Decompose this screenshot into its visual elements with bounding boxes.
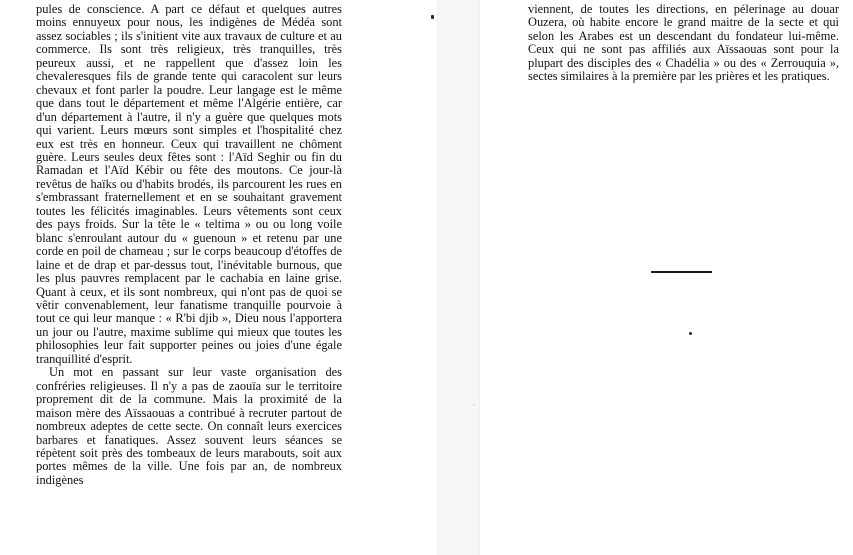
scan-speck-gutter-lower — [473, 404, 475, 406]
gutter-edge-left — [437, 0, 438, 555]
left-page-paragraph-2: Un mot en passant sur leur vaste organisation des confréries religieuses. Il n'y a pas de zaouïa sur le territoire proprement dit de la commune. Mais la proximité de la maison mère des Aïssaouas a contribué à recruter partout de nombreux adeptes de cette secte. On connaît leurs exercices barbares et fanatiques. Assez souvent leurs séances se répètent soit près des tombeaux de leurs marabouts, soit aux portes mêmes de la ville. Une fois par an, de nombreux indigènes — [36, 365, 342, 487]
left-page-text-column — [36, 3, 342, 487]
page-gutter-shadow — [438, 0, 479, 555]
right-page-paragraph-1: viennent, de toutes les directions, en pélerinage au douar Ouzera, où habite encore le grand maitre de la secte et qui selon les Arabes est un descendant du fondateur lui-même. Ceux qui ne sont pas affiliés aux Aïssaouas sont pour la plupart des disciples des « Chadélia » ou des « Zerrouquia », sectes similaires à la première par les prières et les pratiques. — [528, 2, 839, 84]
scan-speck-center — [689, 332, 692, 335]
scan-speck-top-gutter — [431, 15, 434, 19]
gutter-edge-right — [479, 0, 480, 555]
right-page-text-column — [528, 3, 839, 84]
horizontal-rule-mark — [651, 271, 712, 273]
left-page-paragraph-1: pules de conscience. A part ce défaut et quelques autres moins ennuyeux pour nous, les indigènes de Médéa sont assez sociables ; ils s'initient vite aux travaux de culture et au commerce. Ils sont très religieux, très tranquilles, très peureux aussi, et ne rappellent que d'assez loin les chevaleresques fils de grande tente qui caracolent sur leurs chevaux et font parler la poudre. Leur langage est le même que dans tout le département et même l'Algérie entière, car d'un département à l'autre, il n'y a guère que quelques mots qui varient. Leurs mœurs sont simples et l'hospitalité chez eux est très en honneur. Ceux qui travaillent ne chôment guère. Leurs seules deux fêtes sont : l'Aïd Seghir ou fin du Ramadan et l'Aïd Kébir ou fête des moutons. Ce jour-là revêtus de haïks ou d'habits brodés, ils parcourent les rues en s'embrassant fraternellement et en se souhaitant gravement toutes les félicités imaginables. Leurs vêtements sont ceux des pays froids. Sur la tête le « teltima » ou ou long voile blanc s'enroulant autour du « guenoun » et retenu par une corde en poil de chameau ; sur le corps beaucoup d'étoffes de laine et de drap et par-dessus tout, l'inévitable burnous, que les plus pauvres remplacent par le cachabia en laine grise. Quant à ceux, et ils sont nombreux, qui n'ont pas de quoi se vêtir convenablement, leur fanatisme tranquille pourvoie à tout ce qui leur manque : « R'bi djib », Dieu nous l'apportera un jour ou l'autre, maxime sublime qui mieux que toutes les philosophies leur fait supporter peines ou joies d'une égale tranquillité d'esprit. — [36, 2, 342, 366]
